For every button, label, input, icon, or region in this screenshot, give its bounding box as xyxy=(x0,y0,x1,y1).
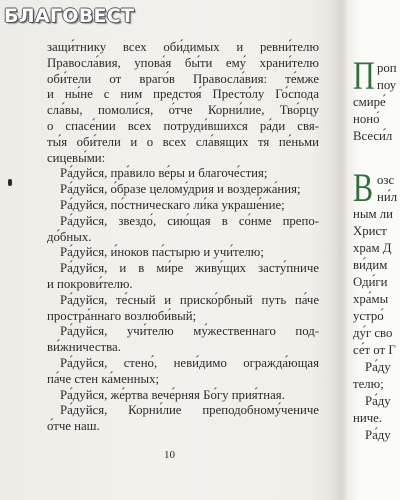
text-line: Правосла́вия, упова́я бы́ти ему́ храни́телю xyxy=(47,55,319,70)
text-line: о спасе́нии всех потруди́вшихся ра́ди свя- xyxy=(47,118,319,133)
text-line: поу xyxy=(377,78,397,92)
facing-page xyxy=(353,0,400,500)
text-line: Всеси́л xyxy=(353,129,393,143)
text-line: простра́ннаго возлюби́вый; xyxy=(47,308,197,323)
text-line: ни́л xyxy=(377,190,398,204)
text-line: Ра́дуйся, по́стническаго ли́ка украше́ние; xyxy=(60,197,285,212)
text-line: Ра́дуйся, пра́вило ве́ры и благоче́стия; xyxy=(60,166,268,181)
text-line: и ны́не с ним предстоя́ Престо́лу Го́спода xyxy=(47,87,319,102)
text-line: Ра́дуйся, Корни́лие преподобному́чениче xyxy=(60,403,319,418)
text-line: оби́тели от враго́в Правосла́вия: те́мже xyxy=(47,71,319,86)
scan-speck xyxy=(8,179,12,186)
text-line: Ра́дуйся, те́сный и приско́рбный путь па́че xyxy=(60,292,319,307)
text-line: Ра́ду xyxy=(365,360,391,374)
text-line: Ра́дуйся, стено́, неви́димо огражда́ющая xyxy=(60,355,319,370)
text-line: ду́г сво xyxy=(353,326,393,340)
text-line: и покрови́телю. xyxy=(47,276,133,291)
text-line: Ра́дуйся, и в ми́ре живу́щих засту́пниче xyxy=(60,261,319,276)
text-line: ви́жничества. xyxy=(47,340,121,355)
text-line: па́че стен ка́менных; xyxy=(47,371,160,386)
text-line: ноно́ xyxy=(353,112,380,126)
text-line: защи́тнику всех оби́димых и ревни́телю xyxy=(47,40,319,54)
text-line: ным ли xyxy=(353,207,393,221)
text-line: хра́мы xyxy=(353,292,389,306)
text-line: о́тче наш. xyxy=(47,419,100,434)
text-line: до́бных. xyxy=(47,229,92,244)
text-line: Ра́ду xyxy=(365,394,391,408)
facing-section-2 xyxy=(353,165,400,444)
watermark-logo: БЛАГОВЕСТ xyxy=(4,5,135,27)
text-line: устро́ xyxy=(353,309,384,323)
text-line: храм Д xyxy=(353,241,392,255)
text-line: Ра́дуйся, звездо́, сию́щая в со́нме препо- xyxy=(60,213,319,228)
text-line: ниче. xyxy=(353,411,383,425)
left-page-text xyxy=(47,40,319,435)
text-line: Ра́дуйся, же́ртва вече́рняя Бо́гу прия́тная. xyxy=(60,387,285,402)
text-line: се́т от Г xyxy=(353,343,396,357)
text-line: Христ xyxy=(353,224,387,238)
text-line: Ра́дуйся, и́ноков па́стырю и учи́телю; xyxy=(60,245,264,260)
text-line: Ра́дуйся, о́бразе целому́дрия и воздержа́ния; xyxy=(60,182,301,197)
text-line: роп xyxy=(377,61,397,75)
text-line: Ра́ду xyxy=(365,428,391,442)
text-line: сла́вы, помоли́ся, о́тче Корни́лие, Тво́рцу xyxy=(47,103,319,118)
text-line: ви́дим xyxy=(353,258,388,272)
text-line: ты́я оби́тели и о всех сла́вящих тя пе́ньми xyxy=(47,134,319,149)
text-line: Ра́дуйся, учи́телю му́жественнаго под- xyxy=(60,324,319,339)
text-line: сицевы́ми: xyxy=(47,150,106,165)
text-line: смире́ xyxy=(353,95,386,109)
text-line: Оди́ги xyxy=(353,275,388,289)
drop-cap-initial: П xyxy=(353,53,375,98)
text-line: телю; xyxy=(353,377,384,391)
text-line: озс xyxy=(377,173,395,187)
page-number: 10 xyxy=(164,449,175,461)
drop-cap-initial: В xyxy=(353,165,374,210)
facing-section-1 xyxy=(353,53,400,145)
